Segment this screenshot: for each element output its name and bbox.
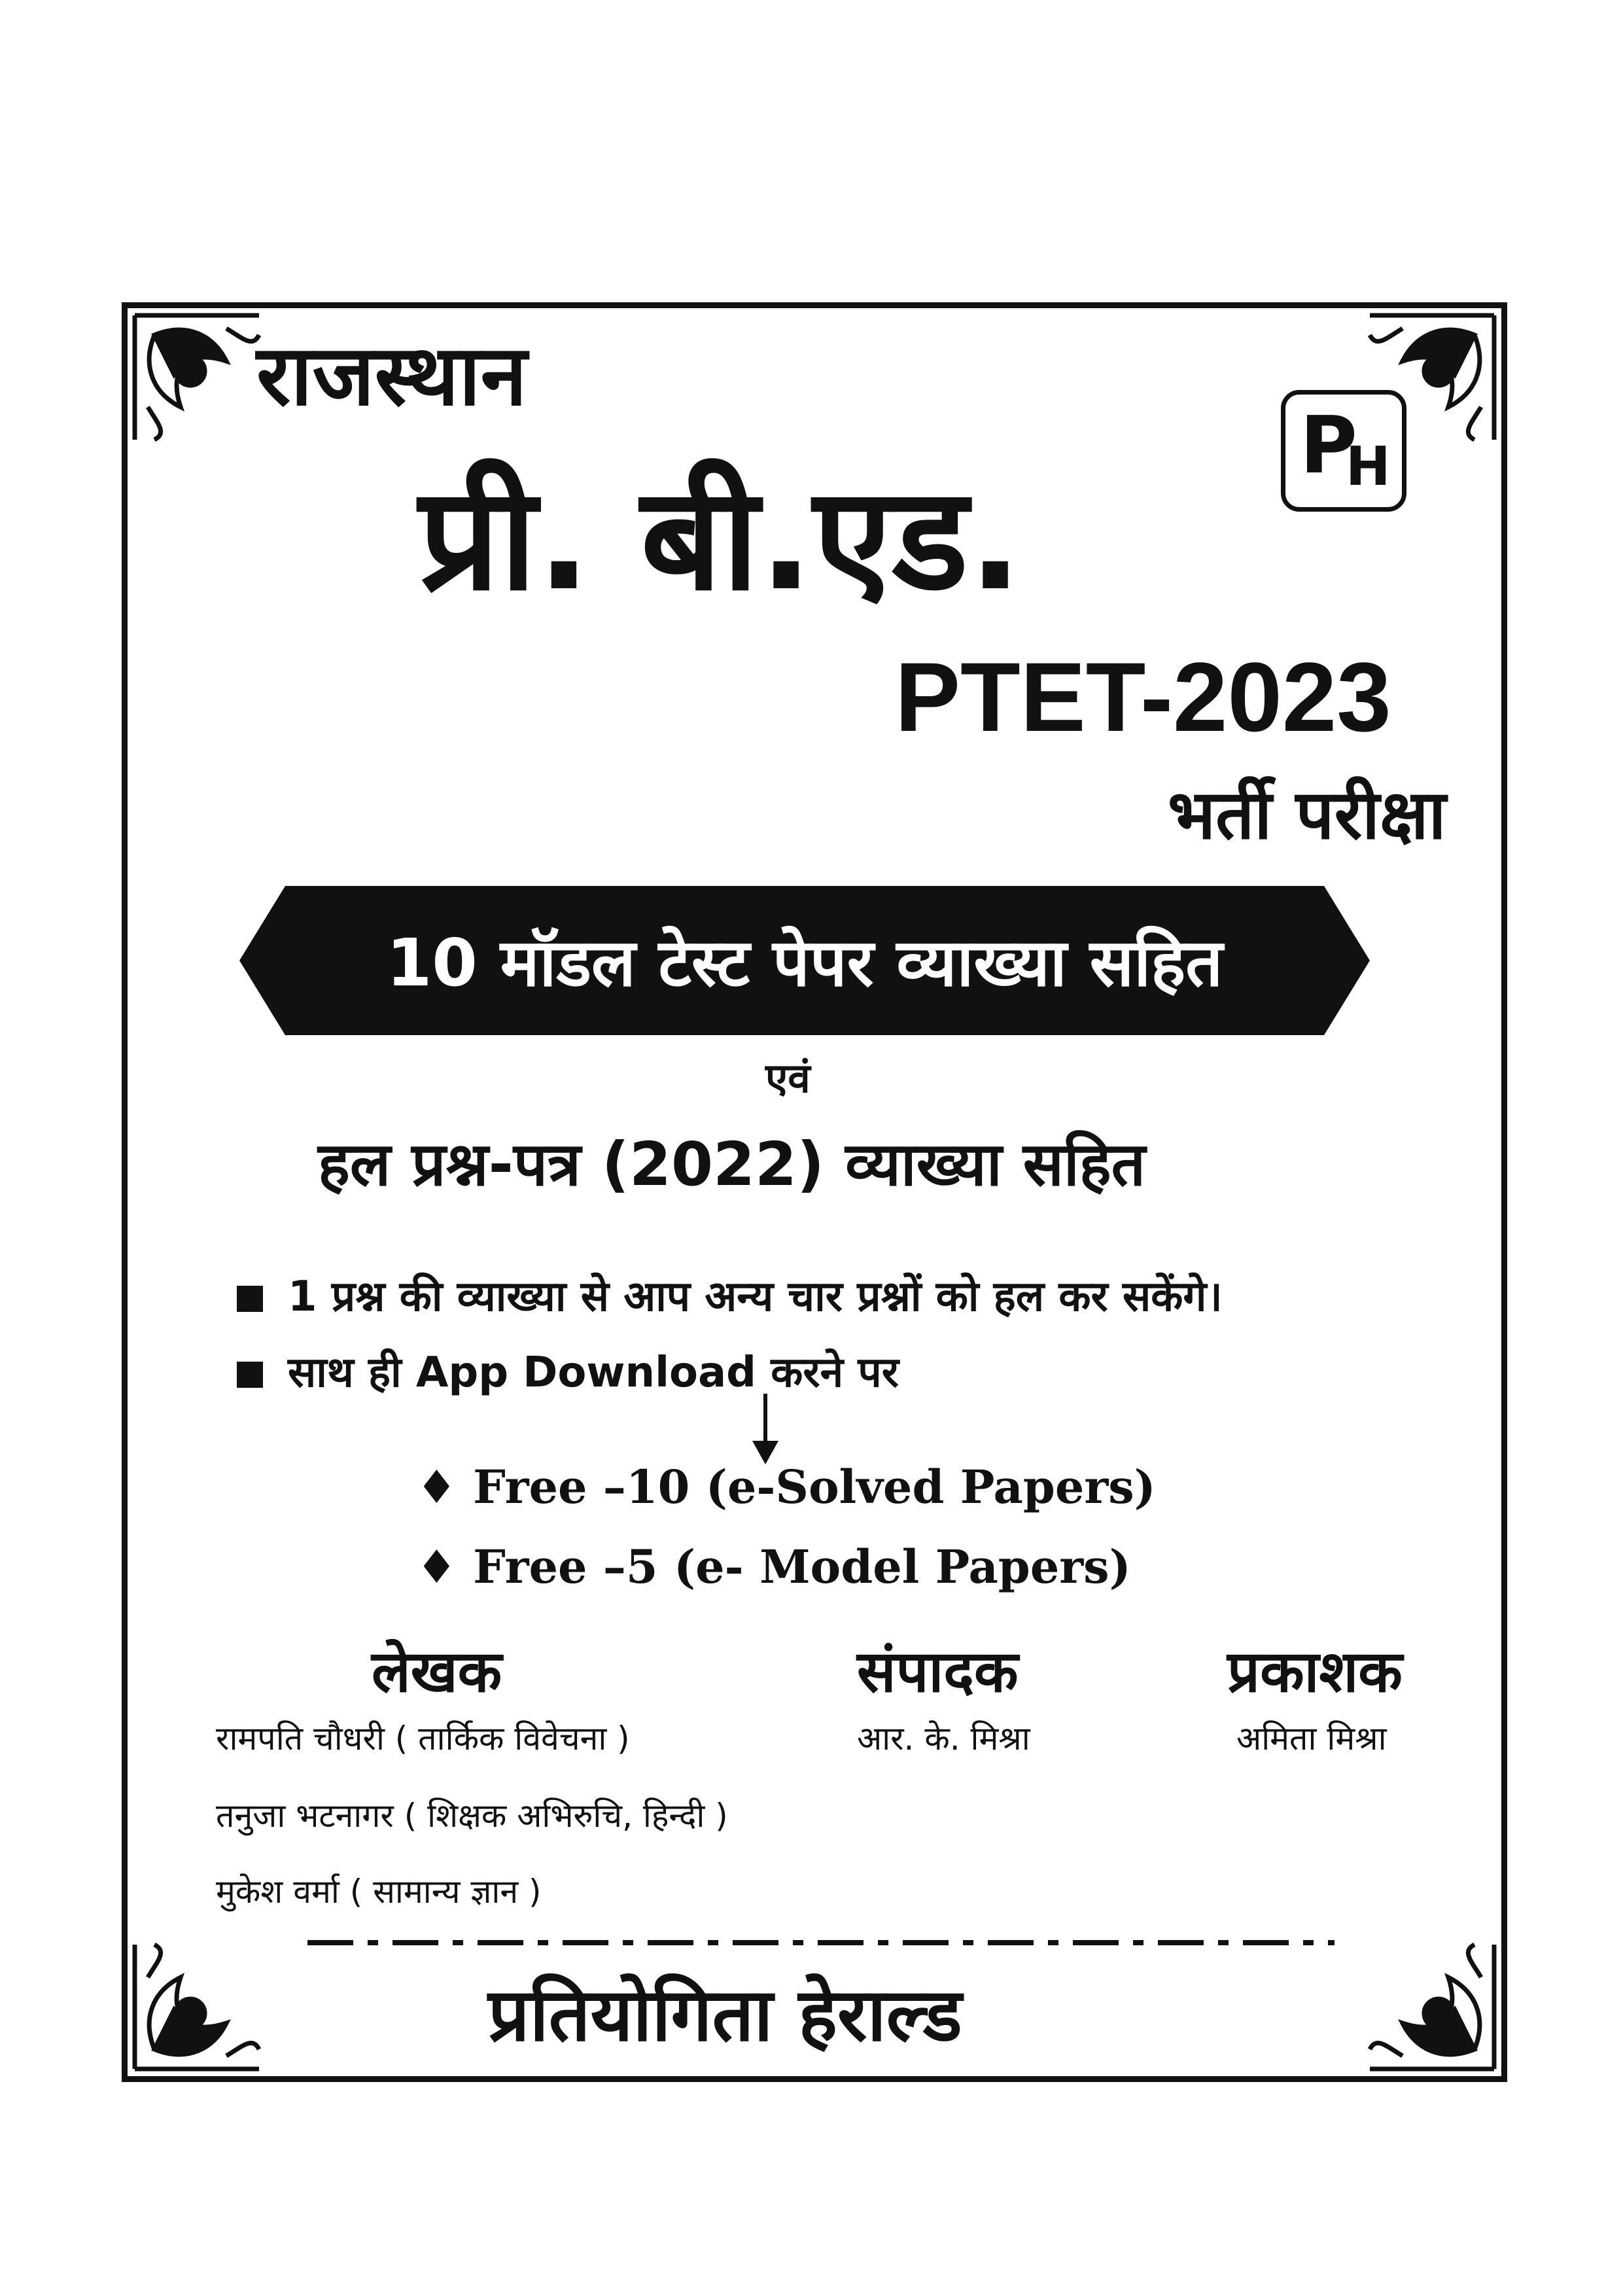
author-heading: लेखक — [372, 1638, 502, 1705]
publisher-heading: प्रकाशक — [1227, 1638, 1403, 1705]
solved-paper-title: हल प्रश्न-पत्र (2022) व्याख्या सहित — [318, 1129, 1146, 1199]
down-arrow-icon — [746, 1394, 785, 1466]
author-2: तनुजा भटनागर ( शिक्षक अभिरुचि, हिन्दी ) — [216, 1797, 728, 1835]
footer-publisher-name: प्रतियोगिता हेराल्ड — [488, 1973, 962, 2058]
point-item-2 — [237, 1345, 899, 1400]
exam-type-label: भर्ती परीक्षा — [1168, 775, 1446, 855]
publisher-logo — [1281, 390, 1406, 512]
publisher-name: अमिता मिश्रा — [1236, 1720, 1387, 1757]
point-text-2: साथ ही App Download करने पर — [288, 1349, 899, 1397]
dash-dot-divider — [307, 1939, 1335, 1946]
author-3: मुकेश वर्मा ( सामान्य ज्ञान ) — [216, 1873, 542, 1911]
corner-ornament-bottom-left — [128, 1925, 279, 2075]
banner-text: 10 मॉडल टेस्ट पेपर व्याख्या सहित — [386, 925, 1223, 1001]
freebie-item-2: ♦ Free –5 (e- Model Papers) — [416, 1540, 1131, 1594]
corner-ornament-bottom-right — [1350, 1925, 1501, 2075]
model-papers-banner — [239, 886, 1370, 1035]
square-bullet-icon — [237, 1286, 263, 1312]
freebie-item-1: ♦ Free –10 (e-Solved Papers) — [416, 1460, 1156, 1514]
conjunction-text: एवं — [765, 1054, 811, 1102]
logo-letter-h: H — [1346, 436, 1391, 498]
state-title: राजस्थान — [256, 327, 527, 425]
point-item-1 — [237, 1269, 1223, 1324]
course-title: प्री. बी.एड. — [419, 457, 1022, 622]
editor-name: आर. के. मिश्रा — [857, 1720, 1030, 1757]
logo-letter-p: P — [1300, 400, 1357, 491]
square-bullet-icon — [237, 1362, 263, 1388]
author-1: रामपति चौधरी ( तार्किक विवेचना ) — [216, 1720, 630, 1757]
editor-heading: संपादक — [857, 1638, 1019, 1705]
exam-title: PTET-2023 — [895, 642, 1391, 752]
point-text-1: 1 प्रश्न की व्याख्या से आप अन्य चार प्रश्नों को हल कर सकेंगे। — [288, 1273, 1223, 1321]
